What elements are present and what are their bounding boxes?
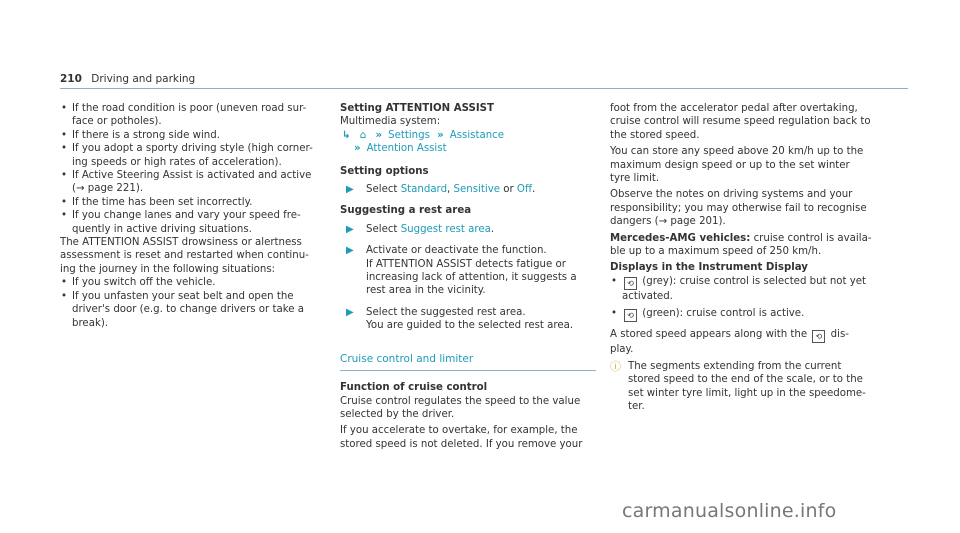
cruise-control-icon: ⟲ bbox=[624, 309, 637, 322]
step-arrow-icon: ▶ bbox=[346, 306, 354, 318]
option-standard[interactable]: Standard bbox=[400, 184, 448, 196]
options-heading: Setting options bbox=[340, 165, 429, 177]
list-item: • If you unfasten your seat belt and open the driver's door (e.g. to change drivers or take a break). bbox=[61, 290, 304, 329]
option-sensitive[interactable]: Sensitive bbox=[453, 184, 500, 196]
multimedia-label: Multimedia system: bbox=[340, 116, 441, 128]
bullet-list-conditions bbox=[60, 102, 318, 236]
function-heading: Function of cruise control bbox=[340, 382, 488, 394]
list-item: • If the time has been set incorrectly. bbox=[61, 196, 253, 208]
info-icon: ⓘ bbox=[610, 359, 621, 373]
list-item: • If you change lanes and vary your speed fre- quently in active driving situations. bbox=[61, 210, 301, 235]
function-paragraph-2: If you accelerate to overtake, for example, the stored speed is not deleted. If you remove your bbox=[340, 425, 583, 450]
display-list bbox=[610, 275, 872, 322]
list-item: • If Active Steering Assist is activated and active (→ page 221). bbox=[61, 170, 312, 195]
section-title-cruise-control: Cruise control and limiter bbox=[340, 352, 474, 365]
bullet-list-reset bbox=[60, 276, 318, 330]
paragraph-resume: foot from the accelerator pedal after overtaking, cruise control will resume speed regulation back to the stored speed. bbox=[610, 103, 871, 141]
list-item: • ⟲ (green): cruise control is active. bbox=[611, 308, 805, 321]
list-item: • ⟲ (grey): cruise control is selected but not yet activated. bbox=[611, 275, 867, 302]
page-header-title: Driving and parking bbox=[91, 73, 196, 85]
info-note: ⓘ The segments extending from the current stored speed to the end of the scale, or to the set winter tyre limit, light up in the speedome- ter. bbox=[610, 359, 866, 412]
list-item: • If the road condition is poor (uneven road sur- face or potholes). bbox=[61, 103, 307, 128]
home-icon[interactable]: ⌂ bbox=[359, 129, 367, 141]
reset-paragraph: The ATTENTION ASSIST drowsiness or alertness assessment is reset and restarted when continu- ing the journey in the following situations: bbox=[60, 237, 309, 275]
column-1 bbox=[60, 102, 318, 330]
step-arrow-icon: ▶ bbox=[346, 223, 354, 235]
setting-heading: Setting ATTENTION ASSIST bbox=[340, 103, 494, 114]
display-heading: Displays in the Instrument Display bbox=[610, 262, 808, 274]
chevron-right-icon: » bbox=[437, 129, 444, 141]
step-suggest: ▶ Select Suggest rest area. bbox=[346, 223, 495, 235]
chevron-right-icon: » bbox=[354, 143, 361, 155]
function-paragraph-1: Cruise control regulates the speed to the value selected by the driver. bbox=[340, 395, 581, 420]
paragraph-observe: Observe the notes on driving systems and your responsibility; you may otherwise fail to recognise dangers (→ page 201). bbox=[610, 189, 867, 228]
step-arrow-icon: ▶ bbox=[346, 245, 354, 257]
suggest-rest-area-link[interactable]: Suggest rest area bbox=[400, 223, 491, 235]
cruise-control-icon: ⟲ bbox=[624, 277, 637, 290]
chevron-right-icon: » bbox=[375, 129, 383, 141]
column-2 bbox=[340, 102, 596, 451]
paragraph-display: A stored speed appears along with the ⟲ dis- play. bbox=[610, 329, 849, 356]
list-item: • If there is a strong side wind. bbox=[61, 129, 220, 141]
menu-settings[interactable]: Settings bbox=[388, 129, 430, 141]
menu-path-2 bbox=[354, 142, 596, 155]
list-item: • If you adopt a sporty driving style (high corner- ing speeds or high rates of acceleration). bbox=[61, 143, 313, 168]
page-header bbox=[60, 73, 195, 86]
step-select-rest-area: ▶ Select the suggested rest area. You are guided to the selected rest area. bbox=[346, 306, 574, 332]
menu-path bbox=[342, 129, 596, 142]
list-item: • If you switch off the vehicle. bbox=[61, 277, 216, 289]
step-arrow-icon: ▶ bbox=[346, 184, 354, 196]
header-divider bbox=[60, 88, 908, 89]
cruise-control-icon: ⟲ bbox=[812, 330, 825, 343]
option-off[interactable]: Off bbox=[516, 184, 532, 196]
step-activate: ▶ Activate or deactivate the function. If ATTENTION ASSIST detects fatigue or increasing lack of attention, it suggests a rest area in the vicinity. bbox=[346, 245, 577, 297]
step-select-option: ▶ Select Standard, Sensitive or Off. bbox=[346, 184, 536, 196]
column-3 bbox=[610, 102, 872, 413]
suggest-heading: Suggesting a rest area bbox=[340, 205, 472, 217]
paragraph-amg: Mercedes-AMG vehicles: cruise control is availa- ble up to a maximum speed of 250 km/h. bbox=[610, 232, 872, 258]
menu-assistance[interactable]: Assistance bbox=[449, 129, 505, 141]
return-arrow-icon: ↳ bbox=[342, 129, 351, 141]
watermark: carmanualsonline.info bbox=[622, 500, 837, 522]
page-number: 210 bbox=[60, 73, 82, 85]
paragraph-store-speed: You can store any speed above 20 km/h up to the maximum design speed or up to the set winter tyre limit. bbox=[610, 146, 864, 185]
menu-attention-assist[interactable]: Attention Assist bbox=[366, 143, 447, 155]
